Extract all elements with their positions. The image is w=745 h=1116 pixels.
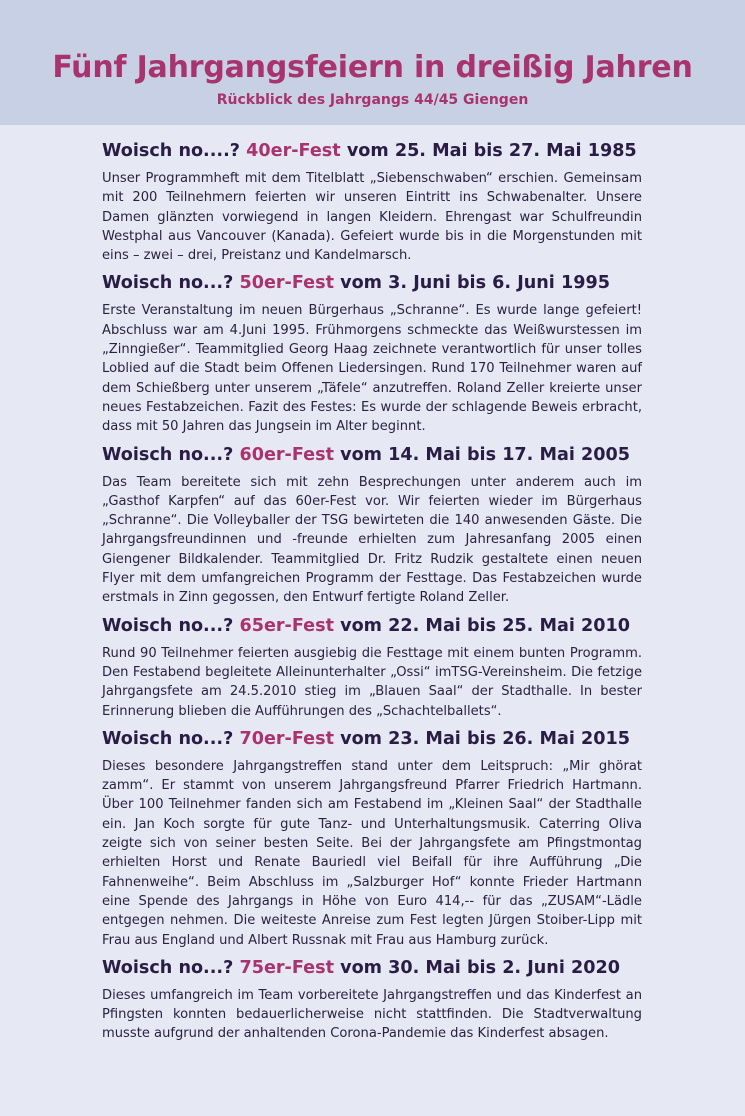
section-heading bbox=[102, 729, 642, 749]
heading-prefix: Woisch no...? bbox=[102, 615, 234, 636]
section-heading bbox=[102, 273, 642, 293]
section-text: Unser Programmheft mit dem Titelblatt „Siebenschwaben“ erschien. Gemeinsam mit 200 Teilnehmern feierten wir unseren Eintritt ins Schwabenalter. Unsere Damen glänzten vorwiegend in langen Kleidern. Ehrengast war Schulfreundin Westphal aus Vancouver (Kanada). Gefeiert wurde bis in die Morgenstunden mit eins – zwei – drei, Preistanz und Kandelmarsch. bbox=[102, 171, 642, 264]
heading-fest: 75er-Fest bbox=[239, 957, 334, 978]
page-subtitle: Rückblick des Jahrgangs 44/45 Giengen bbox=[216, 92, 529, 108]
heading-prefix: Woisch no...? bbox=[102, 444, 234, 465]
section-65er bbox=[102, 616, 642, 721]
section-heading bbox=[102, 445, 642, 465]
heading-prefix: Woisch no...? bbox=[102, 957, 234, 978]
heading-fest: 50er-Fest bbox=[239, 273, 334, 294]
section-text: Rund 90 Teilnehmer feierten ausgiebig die Festtage mit einem bunten Programm. Den Festabend begleitete Alleinunterhalter „Ossi“ imTSG-Vereinsheim. Die fetzige Jahrgangsfete am 24.5.2010 stieg im „Blauen Saal“ der Stadthalle. In bester Erinnerung blieben die Aufführungen des „Schachtelballets“. bbox=[102, 645, 642, 719]
section-70er bbox=[102, 729, 642, 950]
heading-dates: vom 3. Juni bis 6. Juni 1995 bbox=[340, 273, 610, 294]
heading-dates: vom 14. Mai bis 17. Mai 2005 bbox=[340, 444, 630, 465]
heading-prefix: Woisch no...? bbox=[102, 728, 234, 749]
section-75er bbox=[102, 958, 642, 1044]
heading-dates: vom 25. Mai bis 27. Mai 1985 bbox=[346, 141, 637, 161]
heading-prefix: Woisch no...? bbox=[102, 273, 234, 294]
heading-fest: 70er-Fest bbox=[239, 728, 334, 749]
heading-dates: vom 30. Mai bis 2. Juni 2020 bbox=[340, 957, 620, 978]
heading-dates: vom 22. Mai bis 25. Mai 2010 bbox=[340, 615, 630, 636]
section-40er bbox=[102, 141, 642, 265]
section-text: Dieses umfangreich im Team vorbereitete Jahrgangstreffen und das Kinderfest an Pfingsten konnten bedauerlicherweise nicht stattfinden. Die Stadtverwaltung musste aufgrund der anhaltenden Corona-Pandemie das Kinderfest absagen. bbox=[102, 987, 642, 1042]
section-heading bbox=[102, 958, 642, 978]
section-heading bbox=[102, 616, 642, 636]
heading-dates: vom 23. Mai bis 26. Mai 2015 bbox=[340, 728, 630, 749]
section-text: Das Team bereitete sich mit zehn Besprechungen unter anderem auch im „Gasthof Karpfen“ auf das 60er-Fest vor. Wir feierten wieder im Bürgerhaus „Schranne“. Die Volleyballer der TSG bewirteten die 140 anwesenden Gäste. Die Jahrgangsfreundinnen und -freunde erhielten zum Jahresanfang 2005 einen Giengener Bildkalender. Teammitglied Dr. Fritz Rudzik gestaltete einen neuen Flyer mit dem umfangreichen Programm der Festtage. Das Festabzeichen wurde erstmals in Zinn gegossen, den Entwurf fertigte Roland Zeller. bbox=[102, 474, 642, 606]
section-50er bbox=[102, 273, 642, 436]
heading-prefix: Woisch no....? bbox=[102, 141, 241, 161]
section-text: Erste Veranstaltung im neuen Bürgerhaus „Schranne“. Es wurde lange gefeiert! Abschluss war am 4.Juni 1995. Frühmorgens schmeckte das Weißwurstessen im „Zinngießer“. Teammitglied Georg Haag zeichnete verantwortlich für unser tolles Loblied auf die Stadt beim Offenen Liedersingen. Rund 170 Teilnehmer waren auf dem Schießberg unter unserem „Täfele“ anzutreffen. Roland Zeller kreierte unser neues Festabzeichen. Fazit des Festes: Es wurde der schlagende Beweis erbracht, dass mit 50 Jahren das Jungsein im Alter beginnt. bbox=[102, 303, 642, 435]
page-title: Fünf Jahrgangsfeiern in dreißig Jahren bbox=[52, 50, 693, 85]
article-body bbox=[102, 141, 642, 1052]
heading-fest: 60er-Fest bbox=[239, 444, 334, 465]
heading-fest: 65er-Fest bbox=[239, 615, 334, 636]
section-heading bbox=[102, 141, 642, 161]
heading-fest: 40er-Fest bbox=[246, 141, 341, 161]
section-60er bbox=[102, 445, 642, 608]
section-text: Dieses besondere Jahrgangstreffen stand unter dem Leitspruch: „Mir ghörat zamm“. Er stammt von unserem Jahrgangsfreund Pfarrer Friedrich Hartmann. Über 100 Teilnehmer fanden sich am Festabend im „Kleinen Saal“ der Stadthalle ein. Jan Koch sorgte für gute Tanz- und Unterhaltungsmusik. Caterring Oliva zeigte sich von seiner besten Seite. Bei der Jahrgangsfete am Pfingstmontag erhielten Horst und Renate Bauriedl viel Beifall für ihre Aufführung „Die Fahnenweihe“. Beim Abschluss im „Salzburger Hof“ konnte Frieder Hartmann eine Spende des Jahrgangs in Höhe von Euro 414,-- für das „ZUSAM“-Lädle entgegen nehmen. Die weiteste Anreise zum Fest legten Jürgen Stoiber-Lipp mit Frau aus England und Albert Russnak mit Frau aus Hamburg zurück. bbox=[102, 758, 642, 948]
header-banner bbox=[0, 0, 745, 125]
